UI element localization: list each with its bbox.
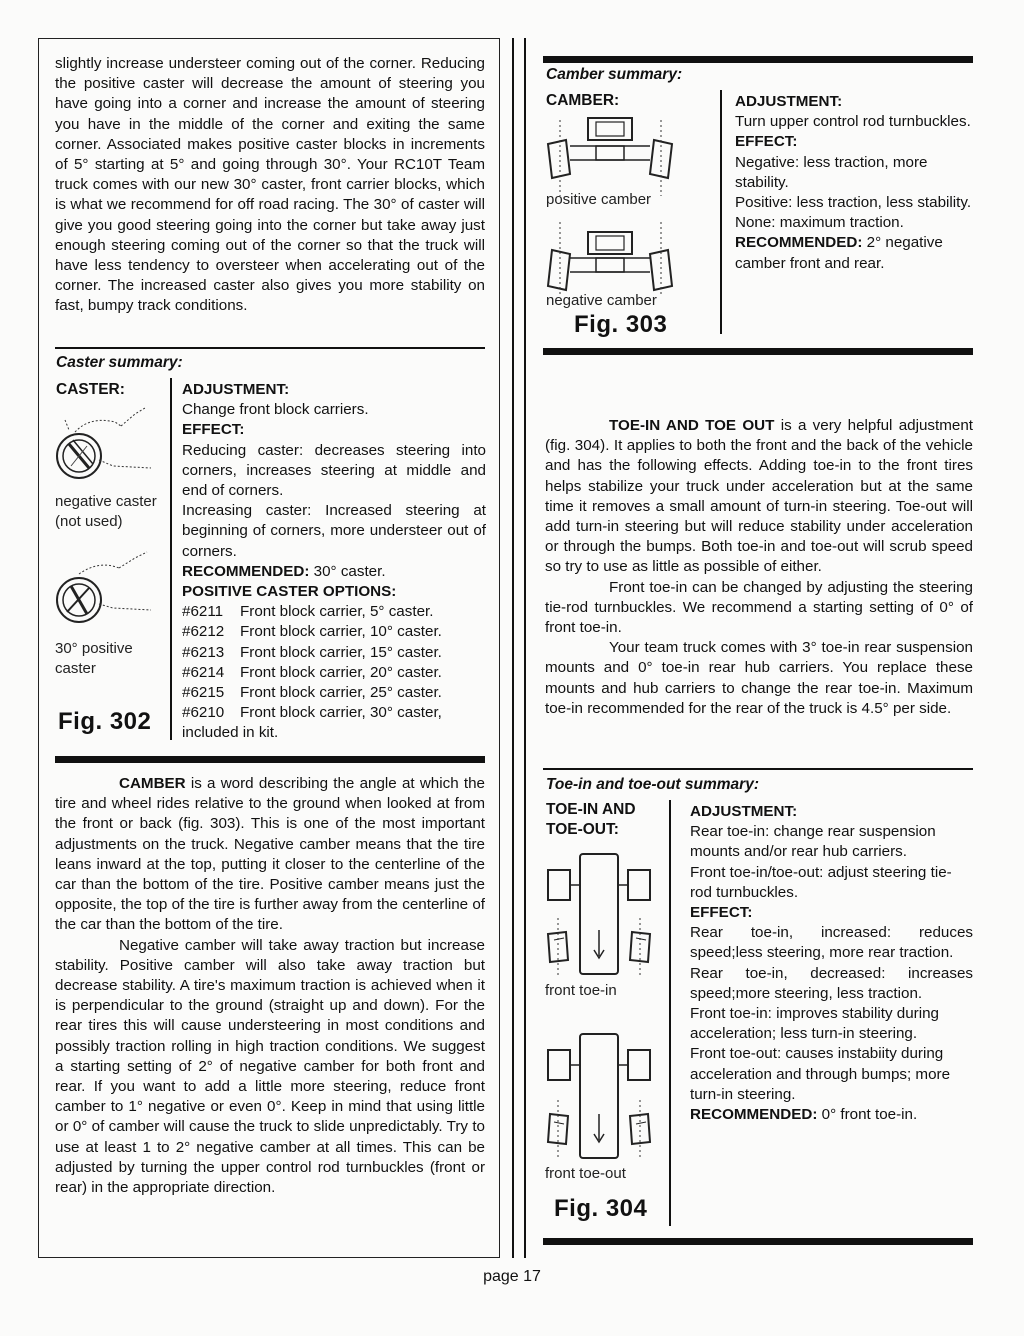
- fig-303-label: Fig. 303: [574, 311, 668, 338]
- caster-effect-1: Reducing caster: decreases steering into corners, increases steering at middle and end of corners.: [182, 441, 486, 500]
- toe-recommended-key: RECOMMENDED:: [690, 1106, 818, 1124]
- camber-summary-divider: [720, 90, 722, 334]
- toe-paragraph-1: is a very helpful adjustment (fig. 304). It applies to both the front and the back of the vehicle and has the following effects. Adding toe-in to the front tires helps stabilize your truck under acceleration but at the same time it removes a small amount of turn-in steering. Toe-out will add turn-in steering but will reduce stability under acceleration or through the bumps. Both toe-in and toe-out will scrub speed so try to use as little as possible of either.: [545, 417, 973, 576]
- camber-adjustment: Turn upper control rod turnbuckles.: [735, 113, 971, 131]
- option-description: Front block carrier, 25° caster.: [240, 684, 442, 702]
- toe-lead: TOE-IN AND TOE OUT: [609, 417, 775, 434]
- option-description: Front block carrier, 5° caster.: [240, 603, 434, 621]
- toe-effect-key: EFFECT:: [690, 904, 753, 922]
- camber-adjustment-key: ADJUSTMENT:: [735, 93, 843, 110]
- caster-bottom-rule: [55, 756, 485, 763]
- option-number: #6214: [182, 663, 225, 681]
- option-number: #6215: [182, 684, 225, 702]
- caster-adjustment: Change front block carriers.: [182, 401, 369, 419]
- negative-caster-caption: negative caster (not used): [55, 493, 157, 530]
- negative-camber-caption: negative camber: [546, 292, 657, 309]
- caster-option-row: [182, 643, 486, 663]
- toe-label-2: TOE-OUT:: [546, 821, 619, 838]
- toe-effect-2: Rear toe-in, decreased: increases speed;more steering, less traction.: [690, 964, 973, 1002]
- option-description: Front block carrier, 10° caster.: [240, 623, 442, 641]
- toe-effect-3: Front toe-in: improves stability during acceleration; less turn-in steering.: [690, 1005, 940, 1043]
- page-number: page 17: [483, 1268, 541, 1285]
- negative-caster-diagram: [55, 406, 155, 496]
- camber-top-rule: [543, 56, 973, 63]
- toe-top-rule: [543, 768, 973, 770]
- option-number: #6211: [182, 603, 224, 621]
- toe-recommended: 0° front toe-in.: [821, 1106, 918, 1124]
- camber-effect-1: Negative: less traction, more stability.: [735, 153, 928, 191]
- camber-lead: CAMBER: [119, 775, 186, 792]
- toe-paragraphs: [545, 416, 973, 719]
- option-description: Front block carrier, 15° caster.: [240, 643, 442, 661]
- caster-options-tail: included in kit.: [182, 724, 279, 742]
- caster-options-key: POSITIVE CASTER OPTIONS:: [182, 583, 397, 601]
- toe-adjustment-1: Rear toe-in: change rear suspension mounts and/or rear hub carriers.: [690, 823, 936, 861]
- front-toe-in-diagram: [540, 852, 660, 976]
- caster-recommended: 30° caster.: [313, 562, 386, 580]
- caster-recommended-key: RECOMMENDED:: [182, 562, 310, 580]
- caster-summary-heading: Caster summary:: [56, 354, 183, 371]
- positive-caster-caption: 30° positive caster: [55, 640, 133, 677]
- caster-label: CASTER:: [56, 381, 125, 398]
- caster-option-row: [182, 683, 486, 703]
- fig-302-label: Fig. 302: [58, 708, 152, 735]
- toe-summary-divider: [669, 800, 671, 1226]
- caster-top-rule: [55, 347, 485, 349]
- camber-summary-text: [735, 92, 973, 274]
- camber-summary-heading: Camber summary:: [546, 66, 683, 83]
- camber-bottom-rule: [543, 348, 973, 355]
- positive-caster-diagram: [55, 556, 155, 636]
- camber-effect-key: EFFECT:: [735, 133, 798, 151]
- caster-option-row: [182, 602, 486, 622]
- front-toe-out-caption: front toe-out: [545, 1165, 626, 1182]
- option-description: Front block carrier, 20° caster.: [240, 663, 442, 681]
- caster-summary-text: [182, 380, 486, 744]
- toe-effect-4: Front toe-out: causes instabiity during acceleration and through bumps; more turn-in steering.: [690, 1045, 951, 1103]
- camber-effect-3: None: maximum traction.: [735, 214, 904, 232]
- option-number: #6212: [182, 623, 225, 641]
- toe-effect-1: Rear toe-in, increased: reduces speed;less steering, more rear traction.: [690, 924, 973, 962]
- camber-recommended-key: RECOMMENDED:: [735, 234, 863, 252]
- caster-option-row: [182, 703, 486, 723]
- front-toe-out-diagram: [540, 1032, 660, 1160]
- toe-label-1: TOE-IN AND: [546, 801, 636, 818]
- caster-option-row: [182, 663, 486, 683]
- caster-adjustment-key: ADJUSTMENT:: [182, 381, 290, 398]
- caster-summary-divider: [170, 378, 172, 740]
- option-number: #6210: [182, 704, 225, 722]
- option-description: Front block carrier, 30° caster,: [240, 704, 442, 722]
- camber-paragraph-1: is a word describing the angle at which the tire and wheel rides relative to the ground when looked at from the front or back (fig. 303). This is one of the most important adjustments on the truck. Negative camber means that the tire leans inward at the top, putting it closer to the centerline of the car than the bottom of the tire. Positive camber means just the opposite, the top of the tire is further away from the centerline of the car than the bottom of the tire.: [55, 775, 485, 934]
- caster-effect-2: Increasing caster: Increased steering at beginning of corners, more understeer out of corners.: [182, 502, 486, 560]
- option-number: #6213: [182, 643, 225, 661]
- toe-adjustment-2: Front toe-in/toe-out: adjust steering tie-rod turnbuckles.: [690, 863, 952, 901]
- fig-304-label: Fig. 304: [554, 1195, 648, 1222]
- toe-paragraph-3: Your team truck comes with 3° toe-in rear suspension mounts and 0° toe-in rear hub carriers. You replace these mounts and hub carriers to change the rear toe-in. Maximum toe-in recommended for the rear of the truck is 4.5° per side.: [545, 639, 973, 717]
- caster-option-row: [182, 622, 486, 642]
- front-toe-in-caption: front toe-in: [545, 982, 617, 999]
- camber-effect-2: Positive: less traction, less stability.: [735, 194, 972, 212]
- caster-effect-key: EFFECT:: [182, 421, 245, 439]
- toe-summary-text: [690, 802, 973, 1125]
- positive-camber-caption: positive camber: [546, 191, 652, 208]
- toe-summary-heading: Toe-in and toe-out summary:: [546, 776, 759, 793]
- toe-adjustment-key: ADJUSTMENT:: [690, 803, 798, 820]
- negative-camber-diagram: [540, 218, 680, 296]
- left-top-paragraph: slightly increase understeer coming out of the corner. Reducing the positive caster will decrease the amount of steering you have going into a corner and increase the amount of steering you have in the middle of the corner and exiting the same corner. Associated makes positive caster blocks in increments of 5° starting at 5° and going through 30°. Your RC10T Team truck comes with our new 30° caster, front carrier blocks, which is what we recommend for off road racing. The 30° of caster will give you good steering going into the corner but take away just enough steering coming out of the corner so that the truck will have less tendency to oversteer when accelerating out of the corner. The increased caster also gives you more stability on fast, bumpy track conditions.: [55, 55, 485, 315]
- column-divider: [512, 38, 514, 1258]
- camber-recommended: 2° negative camber front and rear.: [735, 234, 943, 272]
- camber-paragraph-2: Negative camber will take away traction but increase stability. Positive camber will also take away traction but decrease stability. A tire's maximum traction is achieved when it is perpendicular to the ground (straight up and down). For the rear tires this will cause understeering in most conditions and possibly traction rolling in high traction conditions. We suggest a starting setting of 2° of negative camber for both front and rear. If you want to add a little more steering, reduce front camber to 1° negative or even 0°. Keep in mind that using little or 0° of camber will cause the truck to slide unpredictably. Try to use at least 1 to 2° negative camber at all times. This can be adjusted by turning the upper control rod turnbuckles (front or rear) in the appropriate direction.: [55, 936, 485, 1197]
- positive-camber-diagram: [540, 116, 680, 196]
- camber-paragraphs: [55, 774, 485, 1198]
- column-divider-2: [524, 38, 526, 1258]
- camber-label: CAMBER:: [546, 92, 620, 109]
- toe-paragraph-2: Front toe-in can be changed by adjusting the steering tie-rod turnbuckles. We recommend a starting setting of 0° of front toe-in.: [545, 578, 973, 637]
- toe-bottom-rule: [543, 1238, 973, 1245]
